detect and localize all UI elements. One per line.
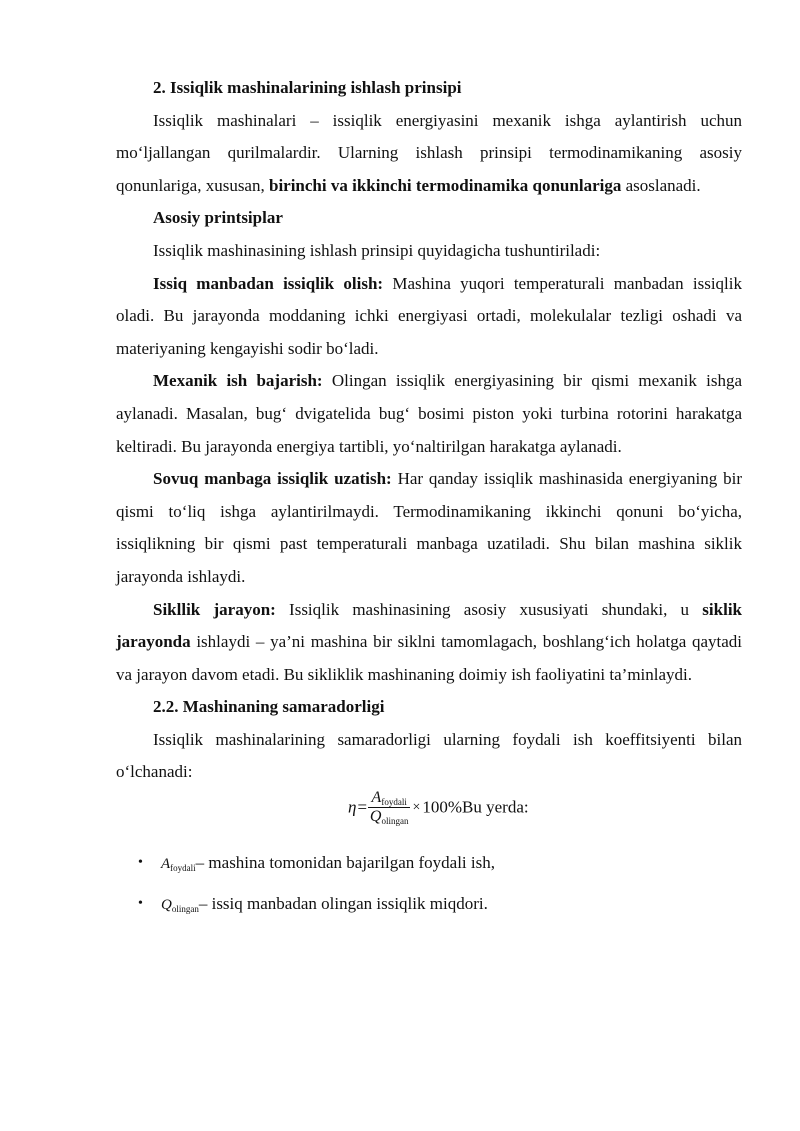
definition-text: – issiq manbadan olingan issiqlik miqdori. [198,894,488,914]
intro-bold-text: birinchi va ikkinchi termodinamika qonunlariga [268,175,622,195]
principle-item-mechanical-work [116,365,742,463]
principle-text-end: ishlaydi – ya’ni mashina bir siklni tamomlagach, boshlang‘ich holatga qaytadi va jarayon davom etadi. Bu sikliklik mashinaning doimiy ish faoliyatini ta’minlaydi. [116,632,742,684]
efficiency-formula [116,789,742,845]
bullet-icon: • [138,896,143,912]
numerator-symbol: A [371,789,382,807]
formula-numerator [368,789,411,808]
list-item [116,886,742,927]
definition-subscript: foydali [170,863,196,874]
bullet-icon: • [138,855,143,871]
principle-title: Issiq manbadan issiqlik olish: [153,273,384,293]
principle-title: Mexanik ish bajarish: [153,371,323,391]
definition-text: – mashina tomonidan bajarilgan foydali ish, [195,853,495,873]
principle-item-heat-rejection [116,463,742,593]
principles-intro: Issiqlik mashinasining ishlash prinsipi quyidagicha tushuntiriladi: [153,240,601,260]
formula-times: × [412,799,421,815]
definition-symbol: A [161,856,171,873]
principle-text: Olingan issiqlik energiyasining bir qismi mexanik ishga aylanadi. Masalan, bug‘ dvigatelida bug‘ bosimi piston yoki turbina rotorini harakatga keltiradi. Bu jarayonda energiya tartibli, yo‘naltirilgan harakatga aylanadi. [116,371,742,456]
principles-heading: Asosiy printsiplar [153,208,283,228]
principle-item-heat-intake [116,268,742,366]
denominator-subscript: olingan [381,816,409,827]
formula-hundred: 100 [422,797,448,817]
principle-bold-text: siklik jarayonda [116,599,742,652]
efficiency-intro: Issiqlik mashinalarining samaradorligi ularning foydali ish koeffitsiyenti bilan o‘lchanadi: [116,729,742,782]
definition-symbol: Q [161,897,172,914]
definitions-list [116,845,742,927]
principle-text: Issiqlik mashinasining asosiy xususiyati shundaki, u [275,599,703,619]
document-body [116,72,742,927]
principle-text: Mashina yuqori temperaturali manbadan issiqlik oladi. Bu jarayonda moddaning ichki energiyasi ortadi, molekulalar tezligi oshadi va materiyaning kengayishi sodir bo‘ladi. [116,273,742,358]
principle-title: Sovuq manbaga issiqlik uzatish: [153,469,392,489]
principle-text: Har qanday issiqlik mashinasida energiyaning bir qismi to‘liq ishga aylantirilmaydi. Termodinamikaning ikkinchi qonuni bo‘yicha, issiqlikning bir qismi past temperaturali manbaga uzatiladi. Shu bilan mashina siklik jarayonda ishlaydi. [116,469,742,586]
denominator-symbol: Q [369,808,382,826]
definition-subscript: olingan [171,904,199,915]
formula-lhs: η= [348,797,368,817]
formula-denominator [368,808,411,826]
intro-text-end: asoslanadi. [621,175,701,195]
formula-percent: % [447,797,463,817]
principle-item-cycle [116,594,742,692]
formula-fraction [368,789,411,826]
principle-title: Sikllik jarayon: [153,599,276,619]
section-title: 2. Issiqlik mashinalarining ishlash prinsipi [153,78,462,97]
numerator-subscript: foydali [381,797,407,808]
formula-tail-text: Bu yerda: [462,797,529,817]
intro-paragraph [116,105,742,203]
list-item [116,845,742,886]
intro-text: Issiqlik mashinalari – issiqlik energiyasini mexanik ishga aylantirish uchun mo‘ljallangan qurilmalardir. Ularning ishlash prinsipi termodinamikaning asosiy qonunlariga, xususan, [116,110,742,195]
subsection-title: 2.2. Mashinaning samaradorligi [153,697,385,717]
